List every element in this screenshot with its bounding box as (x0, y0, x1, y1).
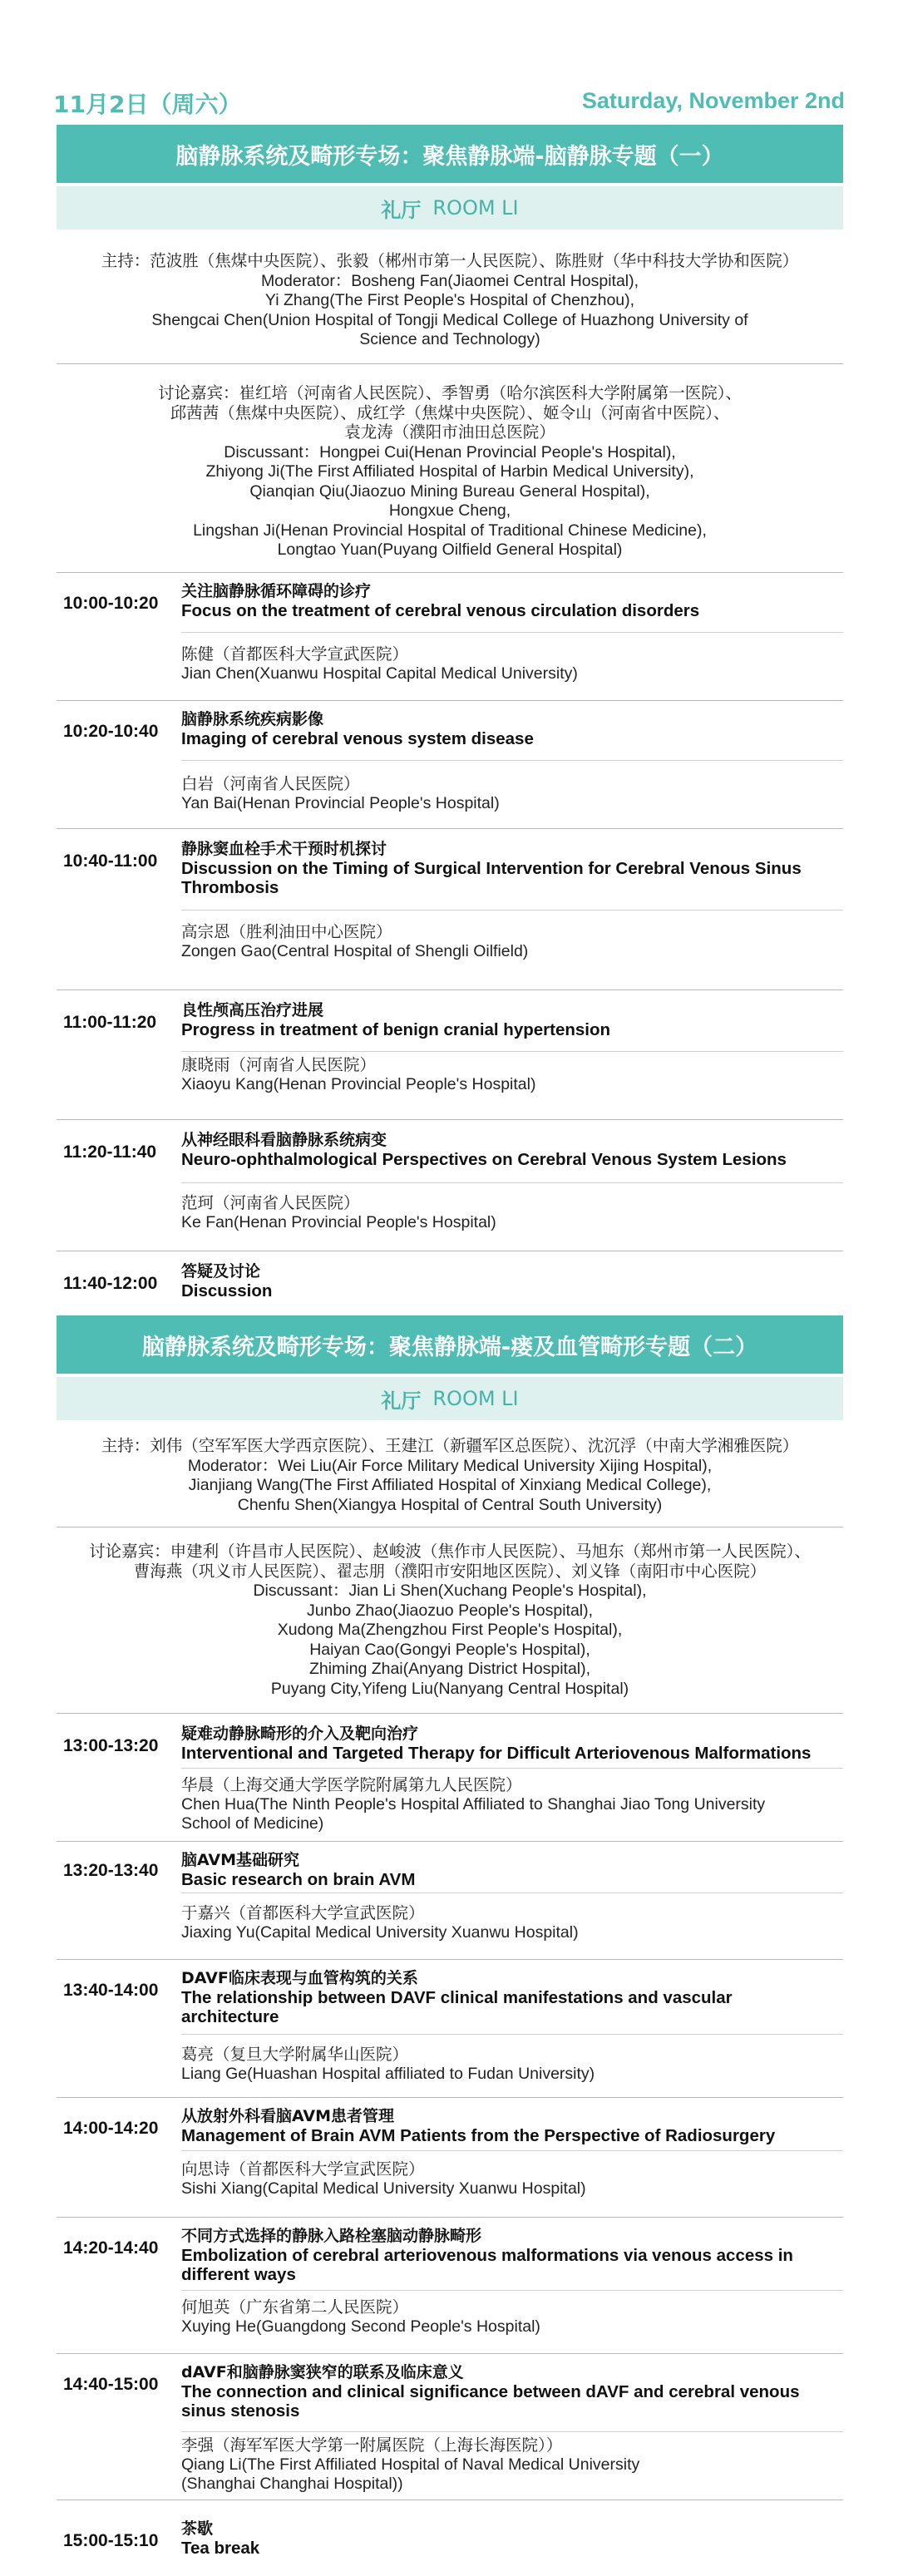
talk-title-en: Focus on the treatment of cerebral venous circulation disorders (181, 601, 700, 620)
speaker-en: Liang Ge(Huashan Hospital affiliated to Fudan University) (181, 2065, 595, 2083)
talk-time: 13:20-13:40 (63, 1861, 159, 1880)
talk-title (181, 2519, 846, 2558)
talk-title-cn: 疑难动静脉畸形的介入及靶向治疗 (181, 1725, 419, 1743)
divider (181, 632, 843, 633)
discussant-line: Xudong Ma(Zhengzhou First People's Hospital), (277, 1621, 623, 1639)
talk-time: 10:20-10:40 (63, 722, 159, 741)
talk-speaker (181, 1194, 846, 1232)
talk-title-en: Discussion (181, 1281, 273, 1300)
talk-title-en: architecture (181, 2007, 279, 2026)
discussant-line: 邱茜茜（焦煤中央医院）、成红学（焦煤中央医院）、姬令山（河南省中医院）、 (170, 403, 730, 422)
discussant-line: Discussant：Jian Li Shen(Xuchang People's Hospital), (253, 1582, 647, 1600)
talk-title (181, 2363, 846, 2421)
speaker-cn: 范珂（河南省人民医院） (181, 1194, 360, 1212)
talk-speaker (181, 2046, 846, 2084)
talk-title-cn: 脑静脉系统疾病影像 (181, 710, 324, 728)
talk-title-en: Discussion on the Timing of Surgical Intervention for Cerebral Venous Sinus (181, 859, 802, 878)
talk-title (181, 1131, 846, 1169)
speaker-en: Jian Chen(Xuanwu Hospital Capital Medical University) (181, 664, 578, 683)
date-english: Saturday, November 2nd (581, 88, 845, 113)
room-english: ROOM LI (432, 1387, 519, 1410)
talk-title (181, 1262, 846, 1300)
speaker-cn: 白岩（河南省人民医院） (181, 775, 360, 793)
talk-time: 14:40-15:00 (63, 2375, 159, 2394)
divider (57, 2217, 843, 2218)
talk-speaker (181, 775, 846, 813)
divider (57, 828, 843, 829)
discussant-line: 曹海燕（巩义市人民医院）、翟志朋（濮阳市安阳地区医院）、刘义锋（南阳市中心医院） (133, 1562, 767, 1581)
talk-title-en: Imaging of cerebral venous system disease (181, 729, 534, 748)
talk-title-en: The connection and clinical significance between dAVF and cerebral venous (181, 2382, 800, 2401)
talk-time: 14:00-14:20 (63, 2119, 159, 2138)
talk-title-cn: 答疑及讨论 (181, 1262, 261, 1281)
divider (181, 1051, 843, 1052)
divider (57, 1119, 843, 1120)
speaker-cn: 于嘉兴（首都医科大学宣武医院） (181, 1904, 425, 1922)
discussant-line: 讨论嘉宾：申建利（许昌市人民医院）、赵峻波（焦作市人民医院）、马旭东（郑州市第一人民医院）、 (89, 1542, 811, 1561)
moderator-line: Jianjiang Wang(The First Affiliated Hospital of Xinxiang Medical College), (188, 1476, 712, 1494)
moderator-line: 主持：范波胜（焦煤中央医院）、张毅（郴州市第一人民医院）、陈胜财（华中科技大学协和医院） (101, 252, 799, 270)
divider (57, 700, 843, 701)
divider (181, 1182, 843, 1183)
talk-title-cn: DAVF临床表现与血管构筑的关系 (181, 1969, 418, 1987)
divider (181, 1768, 843, 1769)
moderator-line: 主持：刘伟（空军军医大学西京医院）、王建江（新疆军区总医院）、沈沉浮（中南大学湘雅医院） (101, 1437, 799, 1455)
talk-title-en: sinus stenosis (181, 2401, 300, 2421)
talk-title-cn: 茶歇 (181, 2519, 214, 2538)
moderator-line: Chenfu Shen(Xiangya Hospital of Central South University) (237, 1495, 663, 1514)
speaker-en: School of Medicine) (181, 1814, 324, 1833)
speaker-cn: 康晓雨（河南省人民医院） (181, 1056, 377, 1074)
talk-time: 13:40-14:00 (63, 1981, 159, 2000)
moderator-line: Moderator：Bosheng Fan(Jiaomei Central Hospital), (260, 271, 639, 290)
moderator-line: Yi Zhang(The First People's Hospital of Chenzhou), (264, 291, 635, 309)
section-2-moderators (57, 1437, 843, 1515)
talk-title-cn: 良性颅高压治疗进展 (181, 1001, 324, 1019)
talk-title-en: Thrombosis (181, 878, 279, 897)
talk-title-en: different ways (181, 2265, 296, 2284)
speaker-cn: 华晨（上海交通大学医学院附属第九人民医院） (181, 1776, 522, 1794)
talk-time: 11:00-11:20 (63, 1013, 157, 1032)
talk-title (181, 840, 846, 897)
talk-time: 11:40-12:00 (63, 1274, 158, 1293)
divider (57, 572, 843, 573)
talk-time: 13:00-13:20 (63, 1736, 159, 1755)
discussant-line: Discussant：Hongpei Cui(Henan Provincial People's Hospital), (224, 442, 676, 461)
speaker-en: Yan Bai(Henan Provincial People's Hospital) (181, 794, 500, 812)
talk-title-en: Embolization of cerebral arteriovenous malformations via venous access in (181, 2246, 793, 2265)
discussant-line: 讨论嘉宾：崔红培（河南省人民医院）、季智勇（哈尔滨医科大学附属第一医院）、 (157, 384, 742, 402)
talk-time: 15:00-15:10 (63, 2531, 159, 2550)
talk-title (181, 2107, 846, 2145)
talk-speaker (181, 923, 846, 961)
section-1-title: 脑静脉系统及畸形专场：聚焦静脉端-脑静脉专题（一） (57, 125, 843, 183)
talk-title (181, 1001, 846, 1039)
moderator-line: Moderator：Wei Liu(Air Force Military Medical University Xijing Hospital), (187, 1456, 713, 1475)
speaker-en: Xiaoyu Kang(Henan Provincial People's Hospital) (181, 1075, 536, 1093)
room-chinese: 礼厅 (381, 198, 422, 222)
speaker-en: Xuying He(Guangdong Second People's Hospital) (181, 2317, 540, 2336)
talk-title (181, 1725, 846, 1763)
talk-title-cn: dAVF和脑静脉窦狭窄的联系及临床意义 (181, 2363, 464, 2381)
section-2-room (57, 1377, 843, 1420)
section-1-discussants (57, 384, 843, 560)
speaker-cn: 向思诗（首都医科大学宣武医院） (181, 2160, 425, 2179)
talk-title-cn: 脑AVM基础研究 (181, 1851, 300, 1869)
divider (181, 2150, 843, 2151)
divider (57, 2353, 843, 2354)
talk-title (181, 1969, 846, 2026)
talk-speaker (181, 2298, 846, 2337)
divider (181, 2034, 843, 2035)
discussant-line: Junbo Zhao(Jiaozuo People's Hospital), (306, 1601, 594, 1620)
divider (57, 989, 843, 990)
talk-speaker (181, 645, 846, 683)
talk-title (181, 1851, 846, 1889)
date-chinese: 11月2日（周六） (53, 91, 242, 118)
speaker-en: Chen Hua(The Ninth People's Hospital Affiliated to Shanghai Jiao Tong University (181, 1795, 766, 1814)
talk-title-en: Basic research on brain AVM (181, 1870, 416, 1889)
speaker-en: Ke Fan(Henan Provincial People's Hospital) (181, 1213, 496, 1231)
discussant-line: Qianqian Qiu(Jiaozuo Mining Bureau General Hospital), (249, 481, 650, 501)
speaker-cn: 李强（海军军医大学第一附属医院（上海长海医院）） (181, 2436, 563, 2455)
divider (57, 363, 843, 364)
talk-title (181, 710, 846, 748)
divider (57, 2097, 843, 2098)
speaker-en: Zongen Gao(Central Hospital of Shengli Oilfield) (181, 942, 529, 960)
talk-title-en: Neuro-ophthalmological Perspectives on Cerebral Venous System Lesions (181, 1150, 787, 1169)
talk-title-cn: 从神经眼科看脑静脉系统病变 (181, 1131, 387, 1149)
talk-title-cn: 不同方式选择的静脉入路栓塞脑动静脉畸形 (181, 2227, 482, 2245)
moderator-line: Shengcai Chen(Union Hospital of Tongji Medical College of Huazhong University of (151, 310, 748, 329)
talk-title-cn: 关注脑静脉循环障碍的诊疗 (181, 582, 372, 600)
talk-title (181, 582, 846, 620)
divider (57, 1841, 843, 1842)
speaker-cn: 高宗恩（胜利油田中心医院） (181, 923, 392, 941)
divider (181, 2290, 843, 2291)
speaker-cn: 陈健（首都医科大学宣武医院） (181, 645, 409, 664)
date-header (0, 0, 898, 125)
room-chinese: 礼厅 (381, 1389, 422, 1413)
divider (181, 760, 843, 761)
speaker-en: Jiaxing Yu(Capital Medical University Xuanwu Hospital) (181, 1923, 579, 1942)
discussant-line: Longtao Yuan(Puyang Oilfield General Hospital) (277, 540, 623, 559)
talk-time: 10:00-10:20 (63, 594, 159, 613)
talk-title-en: Tea break (181, 2539, 260, 2558)
section-1-moderators (57, 252, 843, 350)
section-2-discussants (57, 1542, 843, 1699)
divider (57, 1959, 843, 1960)
speaker-cn: 何旭英（广东省第二人民医院） (181, 2298, 409, 2317)
discussant-line: Haiyan Cao(Gongyi People's Hospital), (309, 1640, 590, 1659)
talk-title-cn: 从放射外科看脑AVM患者管理 (181, 2107, 395, 2125)
talk-title-en: The relationship between DAVF clinical manifestations and vascular (181, 1988, 733, 2007)
speaker-en: Qiang Li(The First Affiliated Hospital of Naval Medical University (181, 2455, 640, 2474)
talk-title (181, 2227, 846, 2284)
discussant-line: Zhiyong Ji(The First Affiliated Hospital of Harbin Medical University), (205, 462, 694, 481)
moderator-line: Science and Technology) (359, 330, 540, 348)
talk-speaker (181, 2160, 846, 2198)
talk-speaker (181, 1904, 846, 1942)
discussant-line: Zhiming Zhai(Anyang District Hospital), (308, 1660, 591, 1678)
talk-time: 11:20-11:40 (63, 1142, 157, 1162)
section-2-title: 脑静脉系统及畸形专场：聚焦静脉端-瘘及血管畸形专题（二） (57, 1315, 843, 1374)
divider (57, 1713, 843, 1714)
divider (181, 2431, 843, 2432)
talk-title-en: Progress in treatment of benign cranial hypertension (181, 1020, 611, 1039)
talk-time: 14:20-14:40 (63, 2238, 159, 2258)
talk-speaker (181, 2436, 846, 2494)
talk-speaker (181, 1776, 846, 1833)
speaker-en: Sishi Xiang(Capital Medical University Xuanwu Hospital) (181, 2179, 586, 2198)
talk-time: 10:40-11:00 (63, 851, 158, 871)
discussant-line: 袁龙涛（濮阳市油田总医院） (344, 423, 555, 442)
speaker-en: (Shanghai Changhai Hospital)) (181, 2475, 403, 2493)
section-1-room (57, 186, 843, 229)
speaker-cn: 葛亮（复旦大学附属华山医院） (181, 2046, 409, 2064)
room-english: ROOM LI (432, 196, 519, 220)
talk-speaker (181, 1056, 846, 1094)
discussant-line: Hongxue Cheng, (388, 501, 511, 520)
talk-title-cn: 静脉窦血栓手术干预时机探讨 (181, 840, 387, 858)
talk-title-en: Management of Brain AVM Patients from the Perspective of Radiosurgery (181, 2126, 776, 2145)
discussant-line: Puyang City,Yifeng Liu(Nanyang Central Hospital) (270, 1679, 629, 1698)
discussant-line: Lingshan Ji(Henan Provincial Hospital of Traditional Chinese Medicine), (193, 521, 707, 540)
talk-title-en: Interventional and Targeted Therapy for Difficult Arteriovenous Malformations (181, 1744, 812, 1763)
